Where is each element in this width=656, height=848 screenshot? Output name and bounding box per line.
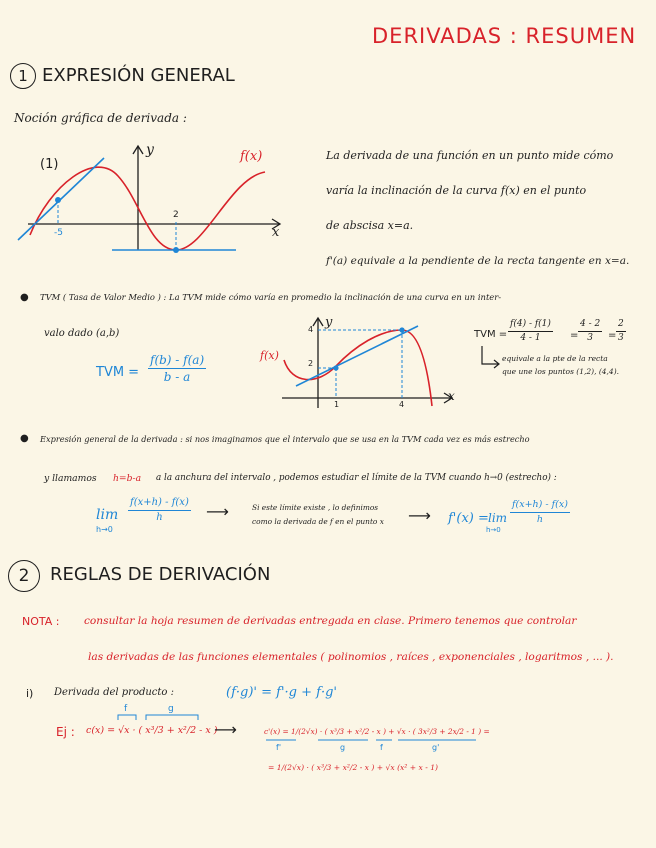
tvm-formula-lhs: TVM = [96,365,140,380]
tvm-note-2: que une los puntos (1,2), (4,4). [502,367,620,376]
desc-line-1: La derivada de una función en un punto mide cómo [326,149,614,162]
note-label: NOTA : [22,615,60,628]
section-1-number: 1 [10,63,36,89]
ej-derivative-1: c'(x) = 1/(2√x) · ( x³/3 + x²/2 - x ) + √x · ( 3x²/3 + 2x/2 - 1 ) = [264,727,490,736]
lim-arrow-2: ⟶ [408,506,431,525]
tvm-example-eq: = [570,330,579,341]
tvm-line-1: TVM ( Tasa de Valor Medio ) : La TVM mide cómo varía en promedio la inclinación de una curva en un inter- [40,292,502,302]
tvm-graph-axis-y: y [325,315,333,330]
lim-fraction: $\frac{f(x+h) - f(x)}{h}$ [130,497,189,523]
ej-gprime-label: g' [432,743,440,752]
derivative-result-lhs: f'(x) = [448,511,489,526]
lim-exists-1: Si este límite existe , lo definimos [252,503,379,512]
graph1-axis-x: x [272,225,280,240]
section-2-number: 2 [8,560,40,592]
tvm-graph-axis-x: x [448,389,455,403]
desc-line-3: de abscisa x=a. [326,219,414,232]
page-title: DERIVADAS : RESUMEN [372,24,637,48]
bullet-tvm: ● [20,292,29,303]
note-line-2: las derivadas de las funciones elementales ( polinomios , raíces , exponenciales , logaritmos , ... ). [88,651,614,663]
graph1-tick-mid: 2 [173,210,179,220]
ej-derivative-2: = 1/(2√x) · ( x³/3 + x²/2 - x ) + √x (x² + x - 1) [268,763,439,772]
tvm-graph-ytick-2: 2 [308,359,314,368]
desc-line-4: f'(a) equivale a la pendiente de la recta tangente en x=a. [326,255,630,267]
bullet-general: ● [20,433,29,444]
derivative-result-sub: h→0 [486,526,501,534]
section-1-subheading: Noción gráfica de derivada : [14,111,187,125]
ej-fprime-label: f' [276,743,282,752]
rule-label: Derivada del producto : [54,687,174,698]
ej-f-label: f [124,704,128,714]
derivative-result-lim: lim [488,511,508,525]
ej-f2-label: f [380,743,383,752]
lim-sub: h→0 [96,525,113,534]
tvm-graph-func-label: f(x) [260,349,279,362]
ej-g-label: g [168,704,174,714]
ej-g2-label: g [340,743,346,752]
graph1-axis-y: y [146,142,154,158]
tvm-formula-fraction: $\frac{f(b) - f(a)}{b - a}$ [150,353,205,384]
ej-label: Ej : [56,725,75,739]
note-line-1: consultar la hoja resumen de derivadas entregada en clase. Primero tenemos que controlar [84,615,577,627]
tvm-graph-xtick-1: 1 [334,400,340,409]
general-line-2b: a la anchura del intervalo , podemos estudiar el límite de la TVM cuando h→0 (estrecho) : [156,473,557,483]
rule-index: i) [26,687,34,700]
ej-expression: c(x) = √x · ( x³/3 + x²/2 - x ) [86,725,218,736]
lim-word: lim [96,507,119,523]
graph1-point-label: (1) [40,157,59,172]
general-line-2a: y llamamos [44,473,97,484]
desc-line-2: varía la inclinación de la curva f(x) en el punto [326,184,587,197]
tvm-note-1: equivale a la pte de la recta [502,354,608,363]
lim-arrow: ⟶ [206,502,229,521]
lim-exists-2: como la derivada de f en el punto x [252,517,384,526]
general-line-1: Expresión general de la derivada : si nos imaginamos que el intervalo que se usa en la TVM cada vez es más estrecho [40,434,530,444]
tvm-line-2: valo dado (a,b) [44,328,120,339]
tvm-example-frac-2: $\frac{4 - 2}{3}$ [580,319,601,343]
ej-arrow: ⟶ [214,720,237,739]
derivative-result-fraction: $\frac{f(x+h) - f(x)}{h}$ [512,499,568,525]
tvm-example-lhs: TVM = [474,329,508,340]
section-1-heading: EXPRESIÓN GENERAL [42,65,235,86]
tvm-example-eq2: = [608,330,617,341]
tvm-graph-ytick-4: 4 [308,325,314,334]
general-line-2h: h=b-a [113,473,142,484]
graph1-tick-left: -5 [54,228,63,238]
graph1-func-label: f(x) [240,149,263,164]
section-2-heading: REGLAS DE DERIVACIÓN [50,564,271,585]
tvm-example-frac-3: $\frac{2}{3}$ [618,319,624,343]
rule-formula: (f·g)' = f'·g + f·g' [226,685,337,700]
tvm-graph-xtick-4: 4 [399,400,405,409]
tvm-example-frac-1: $\frac{f(4) - f(1)}{4 - 1}$ [510,319,551,343]
